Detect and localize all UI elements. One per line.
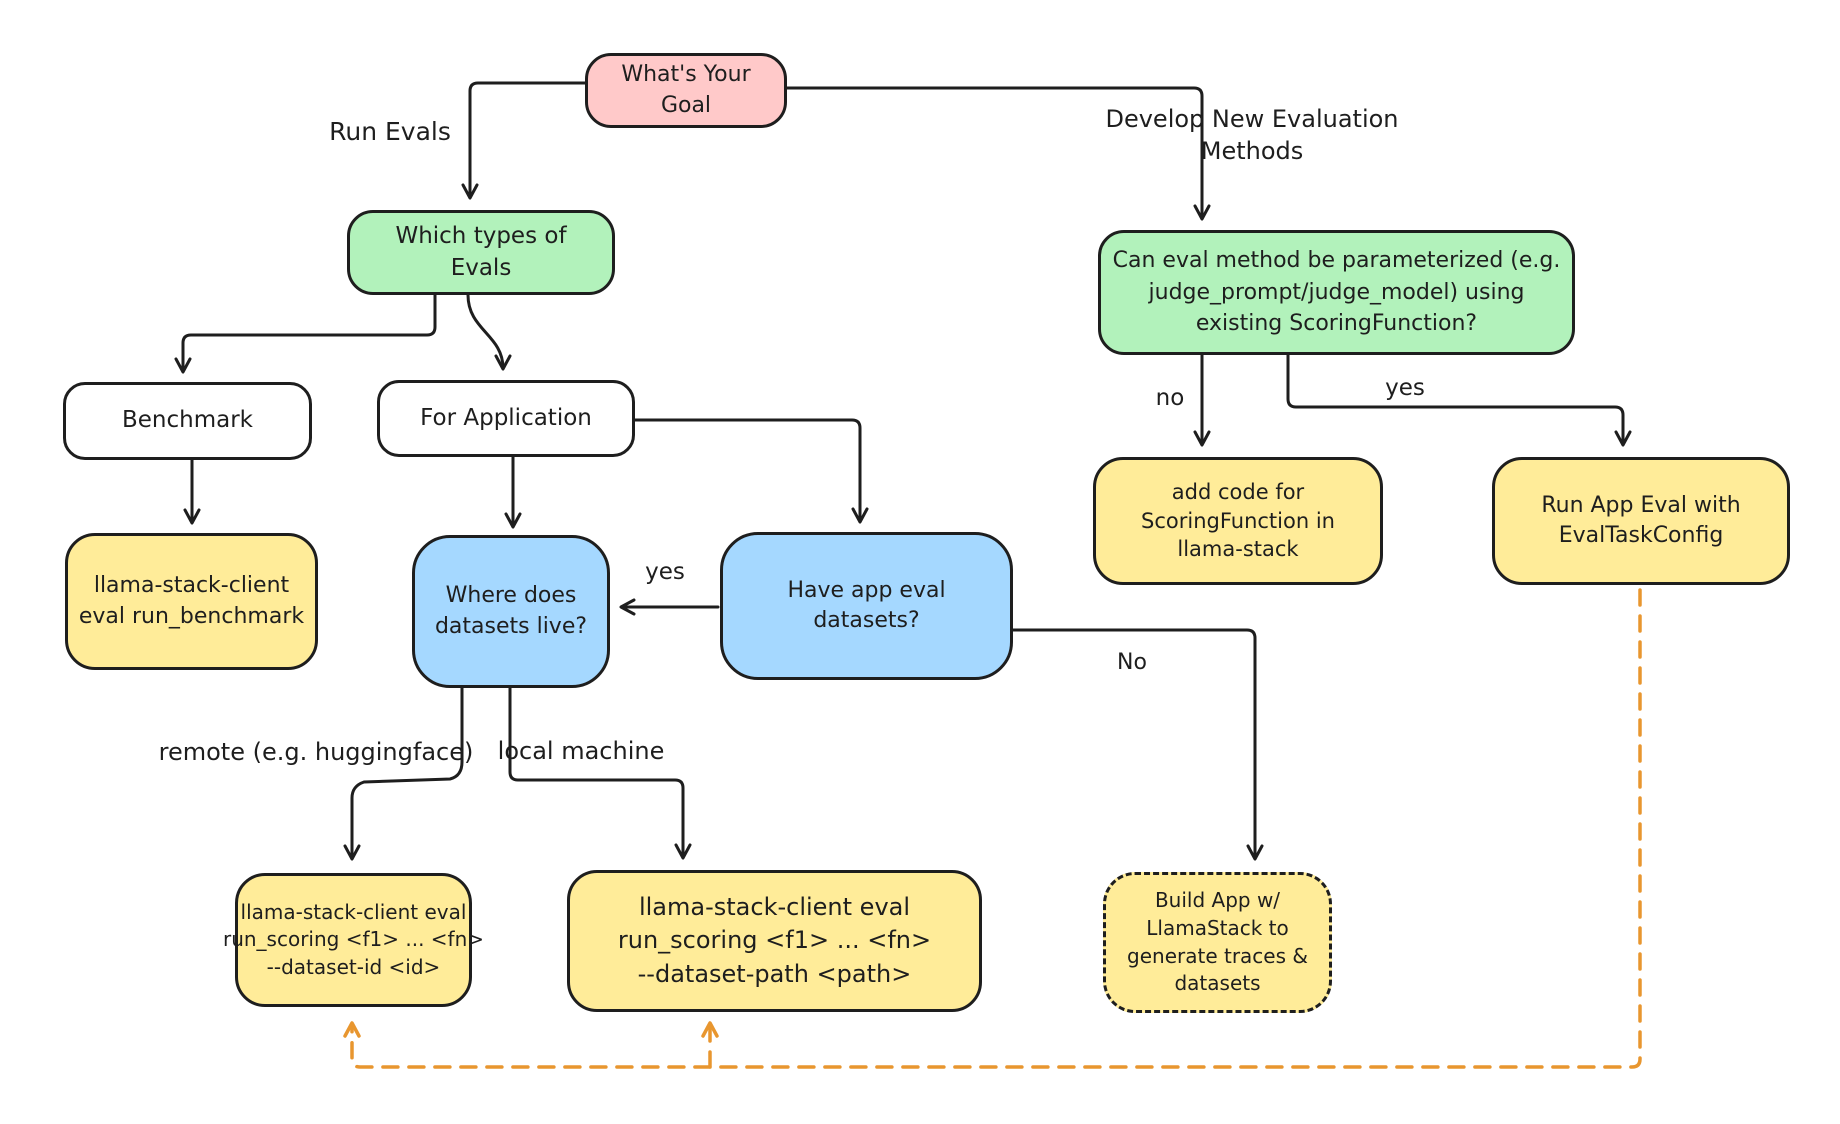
node-label: judge_prompt/judge_model) using (1148, 279, 1525, 305)
node-have-app-eval-datasets (720, 532, 1013, 680)
node-label: llama-stack-client (93, 573, 290, 599)
node-run-scoring-dataset-id (222, 873, 485, 1007)
node-label: Benchmark (121, 407, 253, 434)
node-label: --dataset-path <path> (637, 959, 912, 988)
edge-label-no-right: no (1155, 385, 1185, 411)
node-label: ScoringFunction in (1141, 508, 1335, 533)
edge-label-line: Methods (1200, 136, 1304, 165)
node-label: Have app eval (787, 577, 946, 603)
node-label: Can eval method be parameterized (e.g. (1112, 247, 1561, 273)
node-label: EvalTaskConfig (1558, 523, 1724, 548)
node-label: generate traces & (1127, 943, 1308, 968)
node-label: run_scoring <f1> ... <fn> (617, 926, 932, 955)
node-run-app-eval (1492, 457, 1790, 585)
node-which-types-of-evals (347, 210, 615, 295)
edge-label-remote-huggingface: remote (e.g. huggingface) (158, 738, 474, 766)
node-label: --dataset-id <id> (266, 954, 441, 979)
edge-label-line: Develop New Evaluation (1105, 105, 1399, 133)
node-label: datasets? (813, 608, 920, 633)
edge-label-no-mid: No (1117, 650, 1147, 675)
edge-which-types-to-benchmark (183, 295, 435, 371)
node-label: run_scoring <f1> ... <fn> (222, 927, 485, 952)
node-label: For Application (420, 404, 592, 431)
edge-where-datasets-to-run-scoring-path-local (510, 688, 683, 857)
node-label: add code for (1171, 479, 1305, 504)
edge-label-local-machine: local machine (497, 737, 665, 765)
edge-label-yes-right: yes (1385, 375, 1425, 401)
node-label: llama-stack-client eval (240, 899, 467, 924)
edge-param-question-to-run-app-eval-yes (1288, 355, 1623, 444)
edge-label-run-evals: Run Evals (329, 117, 451, 146)
node-for-application (377, 380, 635, 457)
node-add-code-scoringfunction (1093, 457, 1383, 585)
node-build-app-llamastack (1103, 872, 1332, 1013)
edge-label-yes-mid: yes (645, 559, 685, 585)
node-benchmark (63, 382, 312, 460)
edge-for-application-to-have-datasets (635, 420, 860, 521)
edge-goal-to-which-types (470, 83, 585, 197)
node-whats-your-goal (585, 53, 787, 128)
node-label: Evals (450, 254, 512, 281)
node-label: existing ScoringFunction? (1195, 311, 1478, 337)
node-run-scoring-dataset-path (567, 870, 982, 1012)
node-label: eval run_benchmark (78, 603, 305, 629)
node-label: Run App Eval with (1541, 492, 1741, 518)
node-label: Which types of (395, 222, 567, 249)
node-label: Build App w/ (1154, 888, 1281, 913)
node-label: Goal (660, 92, 712, 118)
node-label: Where does (445, 583, 577, 609)
node-where-datasets-live (412, 535, 610, 688)
node-run-benchmark-cmd (65, 533, 318, 670)
node-param-question (1098, 230, 1575, 355)
edge-where-datasets-to-run-scoring-id-remote (352, 688, 462, 858)
node-label: datasets live? (434, 613, 588, 639)
node-label: What's Your (621, 62, 751, 88)
node-label: llama-stack (1177, 537, 1299, 562)
node-label: datasets (1174, 971, 1261, 996)
node-label: llama-stack-client eval (638, 893, 911, 922)
edge-which-types-to-for-application (468, 295, 503, 368)
node-label: LlamaStack to (1146, 915, 1289, 940)
edge-label-develop-new-methods (1105, 104, 1398, 167)
